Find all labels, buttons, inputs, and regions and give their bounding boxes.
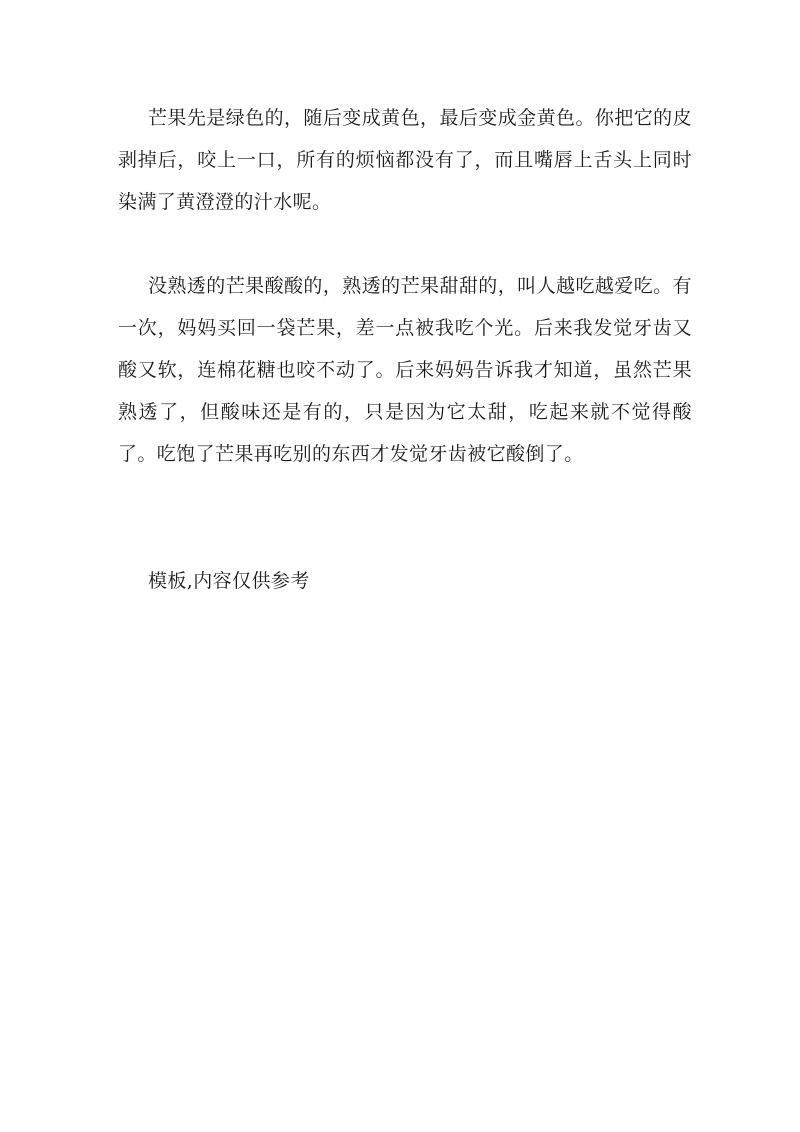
paragraph-mango-color: 芒果先是绿色的，随后变成黄色，最后变成金黄色。你把它的皮剥掉后，咬上一口，所有的烦恼都没有了，而且嘴唇上舌头上同时染满了黄澄澄的汁水呢。 (118, 107, 692, 213)
paragraph-mango-taste: 没熟透的芒果酸酸的，熟透的芒果甜甜的，叫人越吃越爱吃。有一次，妈妈买回一袋芒果，差一点被我吃个光。后来我发觉牙齿又酸又软，连棉花糖也咬不动了。后来妈妈告诉我才知道，虽然芒果熟透了，但酸味还是有的，只是因为它太甜，吃起来就不觉得酸了。吃饱了芒果再吃别的东西才发觉牙齿被它酸倒了。 (118, 275, 692, 465)
template-disclaimer: 模板,内容仅供参考 (148, 570, 310, 592)
